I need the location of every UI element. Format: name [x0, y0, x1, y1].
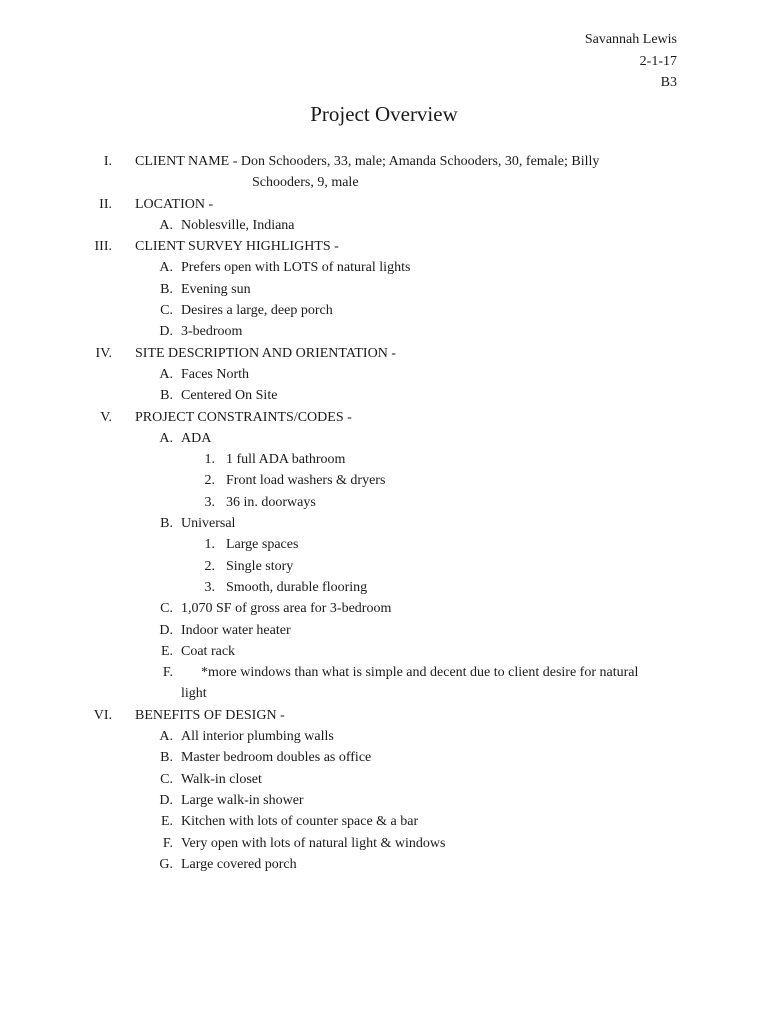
- item-letter: B.: [160, 750, 173, 766]
- roman-numeral: V.: [100, 409, 112, 425]
- item-text: ADA: [181, 430, 212, 446]
- item-number: 1.: [204, 452, 215, 468]
- outline-section-client-survey: [0, 236, 768, 257]
- item-number: 3.: [204, 579, 215, 595]
- list-item: [0, 833, 768, 854]
- sub-list-item: [0, 492, 768, 513]
- item-text: Universal: [181, 516, 236, 532]
- list-item: [0, 726, 768, 747]
- sub-list-item: [0, 556, 768, 577]
- item-letter: B.: [160, 388, 173, 404]
- item-text: Smooth, durable flooring: [226, 579, 368, 595]
- list-item: [0, 385, 768, 406]
- outline-section-client-name: [0, 151, 768, 194]
- section-heading: BENEFITS OF DESIGN -: [135, 707, 285, 723]
- item-text: 1,070 SF of gross area for 3-bedroom: [181, 601, 392, 617]
- outline-section-project-constraints: [0, 407, 768, 428]
- item-text: Evening sun: [181, 281, 251, 297]
- item-text-line: [181, 662, 638, 683]
- list-item: [0, 598, 768, 619]
- item-number: 2.: [204, 473, 215, 489]
- list-item: [0, 641, 768, 662]
- roman-numeral: IV.: [95, 345, 112, 361]
- item-letter: B.: [160, 281, 173, 297]
- item-text: Walk-in closet: [181, 771, 262, 787]
- item-letter: C.: [160, 771, 173, 787]
- item-text: Indoor water heater: [181, 622, 291, 638]
- item-text: Master bedroom doubles as office: [181, 750, 372, 766]
- item-number: 2.: [204, 558, 215, 574]
- list-item: [0, 428, 768, 449]
- item-letter: E.: [160, 643, 173, 659]
- author-name: Savannah Lewis: [584, 32, 677, 47]
- outline-section-site-description: [0, 343, 768, 364]
- list-item: [0, 790, 768, 811]
- item-text: Noblesville, Indiana: [181, 217, 295, 233]
- project-outline: [0, 151, 768, 875]
- section-heading: LOCATION -: [135, 196, 214, 212]
- item-letter: D.: [159, 792, 173, 808]
- list-item: [0, 215, 768, 236]
- item-text: Kitchen with lots of counter space & a bar: [181, 814, 419, 830]
- item-letter: A.: [159, 260, 173, 276]
- list-item: [0, 300, 768, 321]
- item-number: 1.: [204, 537, 215, 553]
- item-text: Very open with lots of natural light & windows: [181, 835, 446, 851]
- item-text: Front load washers & dryers: [226, 473, 386, 489]
- section-heading: PROJECT CONSTRAINTS/CODES -: [135, 409, 352, 425]
- sub-list-item: [0, 449, 768, 470]
- item-letter: A.: [159, 430, 173, 446]
- item-text: Single story: [226, 558, 294, 574]
- item-text: Faces North: [181, 366, 250, 382]
- section-heading: SITE DESCRIPTION AND ORIENTATION -: [135, 345, 396, 361]
- sub-list-item: [0, 470, 768, 491]
- item-letter: A.: [159, 217, 173, 233]
- page-title: Project Overview: [310, 102, 458, 126]
- list-item: [0, 513, 768, 534]
- list-item: [0, 662, 768, 705]
- list-item: [0, 747, 768, 768]
- item-letter: D.: [159, 622, 173, 638]
- list-item: [0, 364, 768, 385]
- list-item: [0, 854, 768, 875]
- list-item: [0, 279, 768, 300]
- item-letter: B.: [160, 516, 173, 532]
- section-code: B3: [660, 75, 677, 90]
- sub-list-item: [0, 577, 768, 598]
- outline-section-location: [0, 194, 768, 215]
- item-text: Desires a large, deep porch: [181, 303, 333, 319]
- item-text: 3-bedroom: [181, 324, 243, 340]
- item-text-continuation: light: [181, 686, 207, 702]
- section-heading: CLIENT NAME - Don Schooders, 33, male; Amanda Schooders, 30, female; Billy: [135, 154, 600, 169]
- list-item: [0, 769, 768, 790]
- item-letter: G.: [159, 856, 173, 872]
- item-text: Large spaces: [226, 537, 299, 553]
- item-number: 3.: [204, 494, 215, 510]
- item-letter: D.: [159, 324, 173, 340]
- roman-numeral: VI.: [93, 707, 112, 723]
- item-text: All interior plumbing walls: [181, 729, 334, 745]
- item-text: Prefers open with LOTS of natural lights: [181, 260, 411, 276]
- roman-numeral: II.: [99, 196, 112, 212]
- document-header: [585, 29, 677, 94]
- roman-numeral: I.: [103, 154, 112, 169]
- item-letter: C.: [160, 601, 173, 617]
- section-heading-continuation: Schooders, 9, male: [252, 175, 359, 191]
- item-letter: E.: [160, 814, 173, 830]
- list-item: [0, 257, 768, 278]
- outline-section-benefits-of-design: [0, 705, 768, 726]
- item-text: 1 full ADA bathroom: [226, 452, 346, 468]
- item-text: Large walk-in shower: [181, 792, 304, 808]
- item-text: *more windows than what is simple and decent due to client desire for natural: [201, 665, 639, 681]
- item-text: Centered On Site: [181, 388, 278, 404]
- document-date: 2-1-17: [639, 53, 677, 69]
- item-letter: C.: [160, 303, 173, 319]
- list-item: [0, 620, 768, 641]
- item-text: Large covered porch: [181, 856, 297, 872]
- item-letter: A.: [159, 729, 173, 745]
- section-heading: CLIENT SURVEY HIGHLIGHTS -: [135, 239, 339, 255]
- roman-numeral: III.: [94, 239, 112, 255]
- item-letter: A.: [159, 366, 173, 382]
- list-item: [0, 321, 768, 342]
- item-letter: F.: [162, 835, 173, 851]
- list-item: [0, 811, 768, 832]
- item-text: Coat rack: [181, 643, 236, 659]
- item-letter: F.: [162, 665, 173, 681]
- sub-list-item: [0, 534, 768, 555]
- item-text: 36 in. doorways: [226, 494, 316, 510]
